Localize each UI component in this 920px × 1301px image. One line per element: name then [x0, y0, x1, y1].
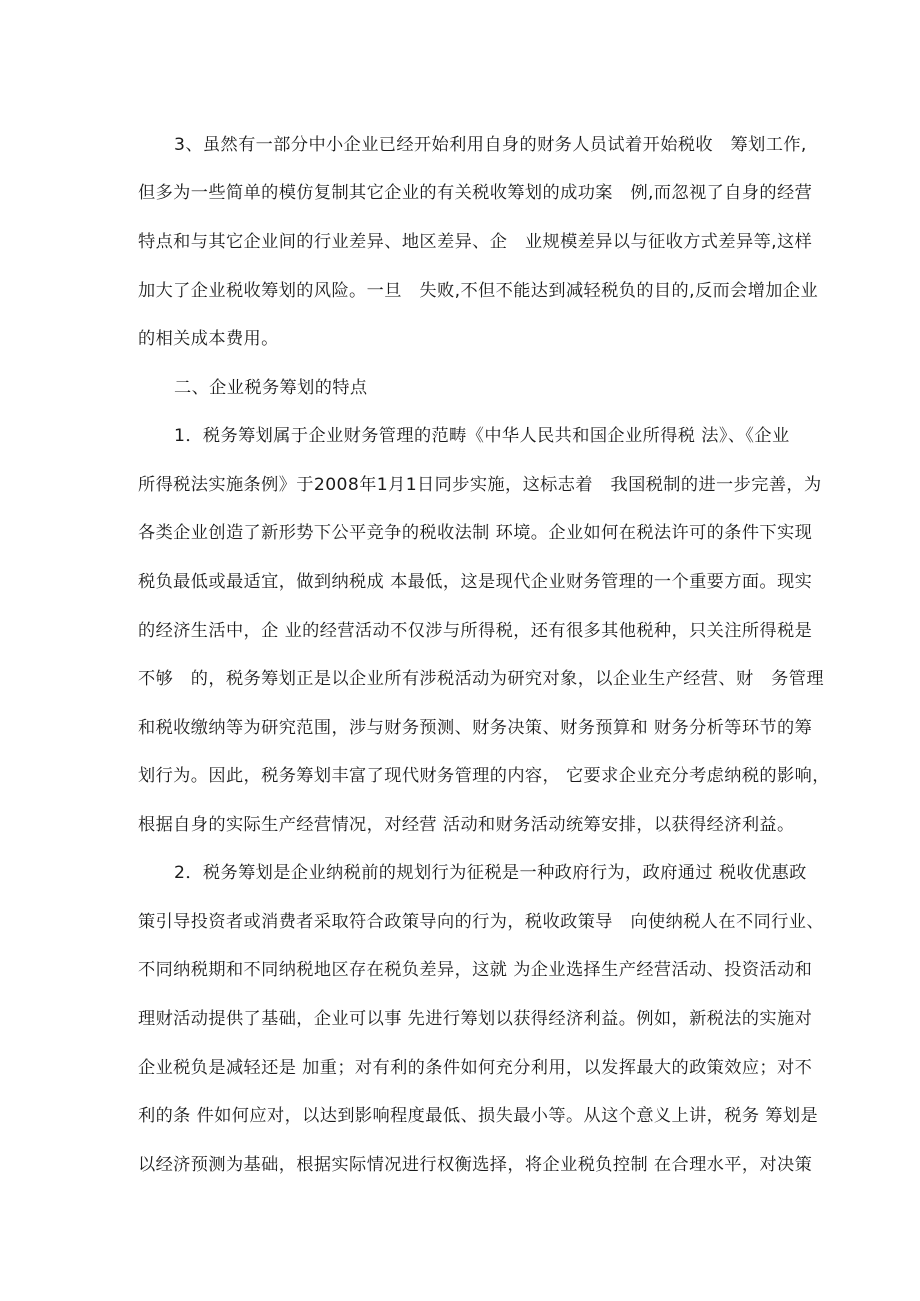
text-line: 特点和与其它企业间的行业差异、地区差异、企 业规模差异以与征收方式差异等,这样	[138, 232, 813, 252]
text-line: 和税收缴纳等为研究范围，涉与财务预测、财务决策、财务预算和 财务分析等环节的筹	[138, 718, 813, 738]
text-line: 不够 的，税务筹划正是以企业所有涉税活动为研究对象，以企业生产经营、财 务管理	[138, 669, 824, 689]
text-line: 企业税负是减轻还是 加重；对有利的条件如何充分利用，以发挥最大的政策效应；对不	[138, 1058, 813, 1078]
text-line: 各类企业创造了新形势下公平竞争的税收法制 环境。企业如何在税法许可的条件下实现	[138, 523, 813, 543]
text-line: 的相关成本费用。	[138, 329, 279, 349]
text-line: 理财活动提供了基础，企业可以事 先进行筹划以获得经济利益。例如，新税法的实施对	[138, 1009, 813, 1029]
text-line: 策引导投资者或消费者采取符合政策导向的行为，税收政策导 向使纳税人在不同行业、	[138, 912, 824, 932]
text-line: 加大了企业税收筹划的风险。一旦 失败,不但不能达到减轻税负的目的,反而会增加企业	[138, 281, 819, 301]
text-line: 划行为。因此，税务筹划丰富了现代财务管理的内容， 它要求企业充分考虑纳税的影响，	[138, 766, 830, 786]
text-line: 3、虽然有一部分中小企业已经开始利用自身的财务人员试着开始税收 筹划工作,	[174, 135, 807, 155]
section-heading: 二、企业税务筹划的特点	[174, 378, 368, 398]
text-line: 以经济预测为基础，根据实际情况进行权衡选择，将企业税负控制 在合理水平，对决策	[138, 1155, 813, 1175]
text-line: 2．税务筹划是企业纳税前的规划行为征税是一种政府行为，政府通过 税收优惠政	[174, 863, 807, 883]
text-line: 但多为一些简单的模仿复制其它企业的有关税收筹划的成功案 例,而忽视了自身的经营	[138, 183, 813, 203]
text-line: 的经济生活中，企 业的经营活动不仅涉与所得税，还有很多其他税种，只关注所得税是	[138, 621, 813, 641]
text-line: 1．税务筹划属于企业财务管理的范畴《中华人民共和国企业所得税 法》、《企业	[174, 426, 790, 446]
text-line: 利的条 件如何应对，以达到影响程度最低、损失最小等。从这个意义上讲，税务 筹划是	[138, 1106, 819, 1126]
text-line: 不同纳税期和不同纳税地区存在税负差异，这就 为企业选择生产经营活动、投资活动和	[138, 960, 813, 980]
text-line: 税负最低或最适宜，做到纳税成 本最低，这是现代企业财务管理的一个重要方面。现实	[138, 572, 813, 592]
text-line: 根据自身的实际生产经营情况，对经营 活动和财务活动统筹安排，以获得经济利益。	[138, 815, 795, 835]
text-line: 所得税法实施条例》于2008年1月1日同步实施，这标志着 我国税制的进一步完善，为	[138, 475, 822, 495]
